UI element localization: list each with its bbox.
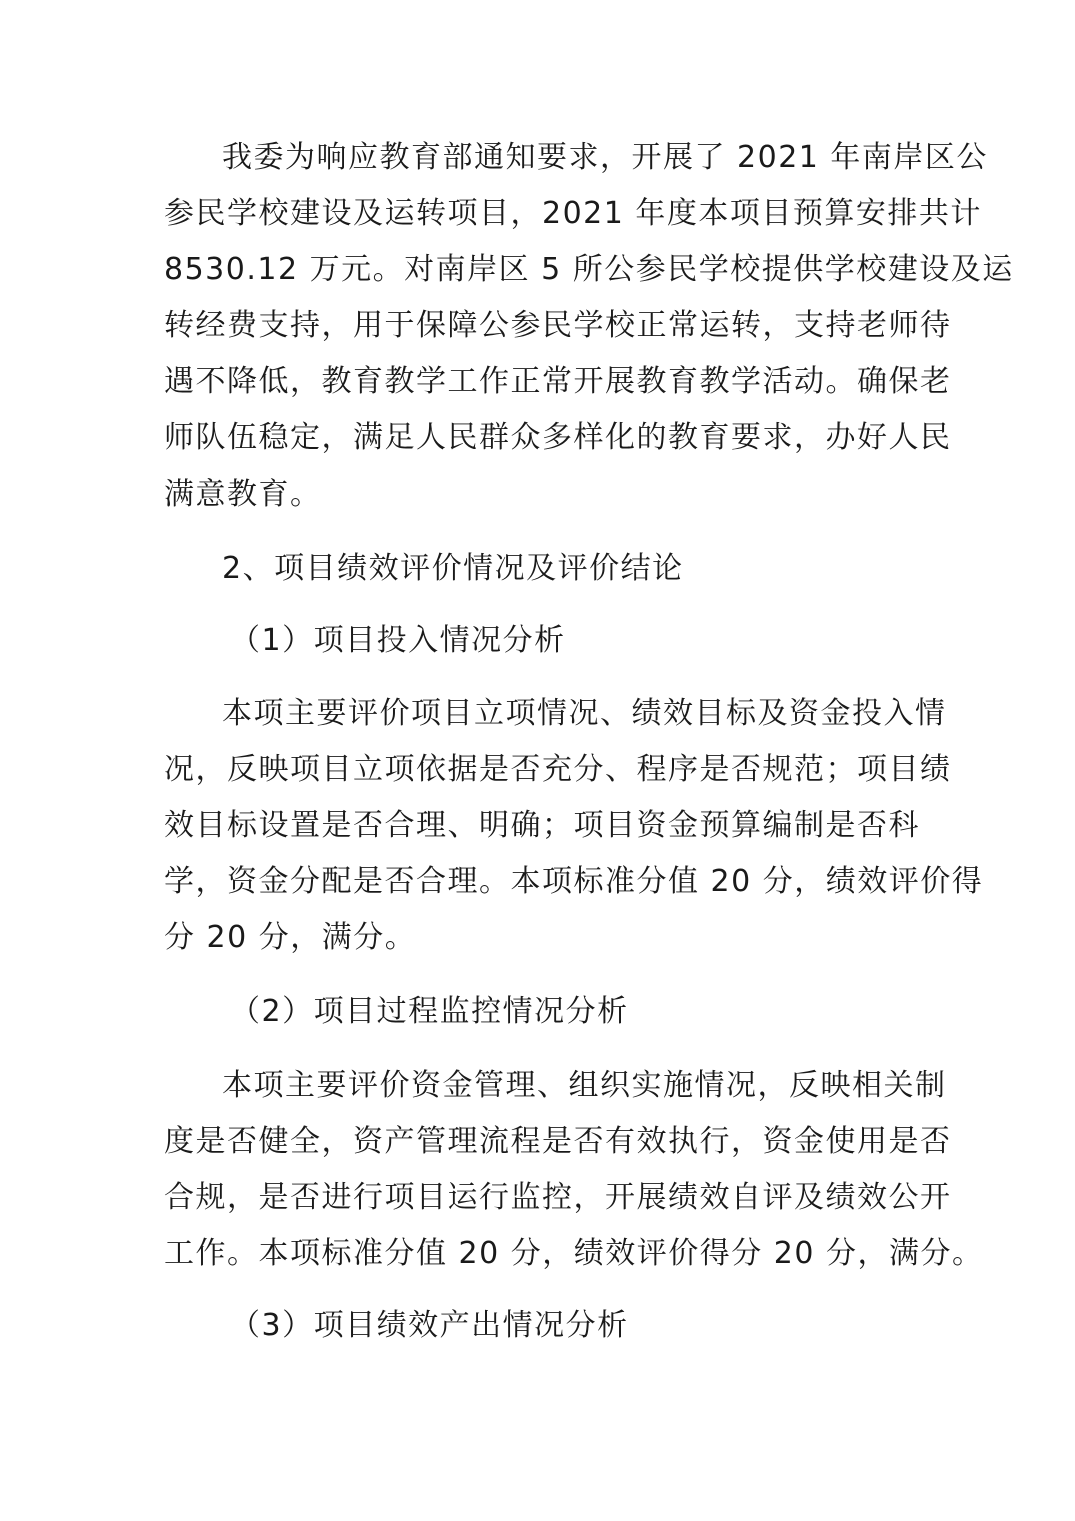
paragraph-line: 满意教育。	[164, 477, 322, 512]
paragraph-line: 师队伍稳定，满足人民群众多样化的教育要求，办好人民	[164, 420, 952, 455]
subsection-heading: （2）项目过程监控情况分析	[230, 994, 629, 1029]
paragraph-line: 8530.12 万元。对南岸区 5 所公参民学校提供学校建设及运	[164, 252, 1014, 287]
paragraph-line: 合规，是否进行项目运行监控，开展绩效自评及绩效公开	[164, 1180, 952, 1215]
paragraph-line: 度是否健全，资产管理流程是否有效执行，资金使用是否	[164, 1124, 952, 1159]
subsection-heading: （1）项目投入情况分析	[230, 623, 566, 658]
paragraph-line: 况，反映项目立项依据是否充分、程序是否规范；项目绩	[164, 752, 952, 787]
paragraph-line: 本项主要评价项目立项情况、绩效目标及资金投入情	[222, 696, 947, 731]
paragraph-line: 我委为响应教育部通知要求，开展了 2021 年南岸区公	[222, 140, 988, 175]
section-heading: 2、项目绩效评价情况及评价结论	[222, 551, 684, 586]
paragraph-line: 遇不降低，教育教学工作正常开展教育教学活动。确保老	[164, 364, 952, 399]
paragraph-line: 效目标设置是否合理、明确；项目资金预算编制是否科	[164, 808, 920, 843]
paragraph-line: 本项主要评价资金管理、组织实施情况，反映相关制	[222, 1068, 947, 1103]
subsection-heading: （3）项目绩效产出情况分析	[230, 1308, 629, 1343]
paragraph-line: 分 20 分，满分。	[164, 920, 417, 955]
paragraph-line: 工作。本项标准分值 20 分，绩效评价得分 20 分，满分。	[164, 1236, 984, 1271]
paragraph-line: 参民学校建设及运转项目，2021 年度本项目预算安排共计	[164, 196, 982, 231]
paragraph-line: 学，资金分配是否合理。本项标准分值 20 分，绩效评价得	[164, 864, 984, 899]
paragraph-line: 转经费支持，用于保障公参民学校正常运转，支持老师待	[164, 308, 952, 343]
